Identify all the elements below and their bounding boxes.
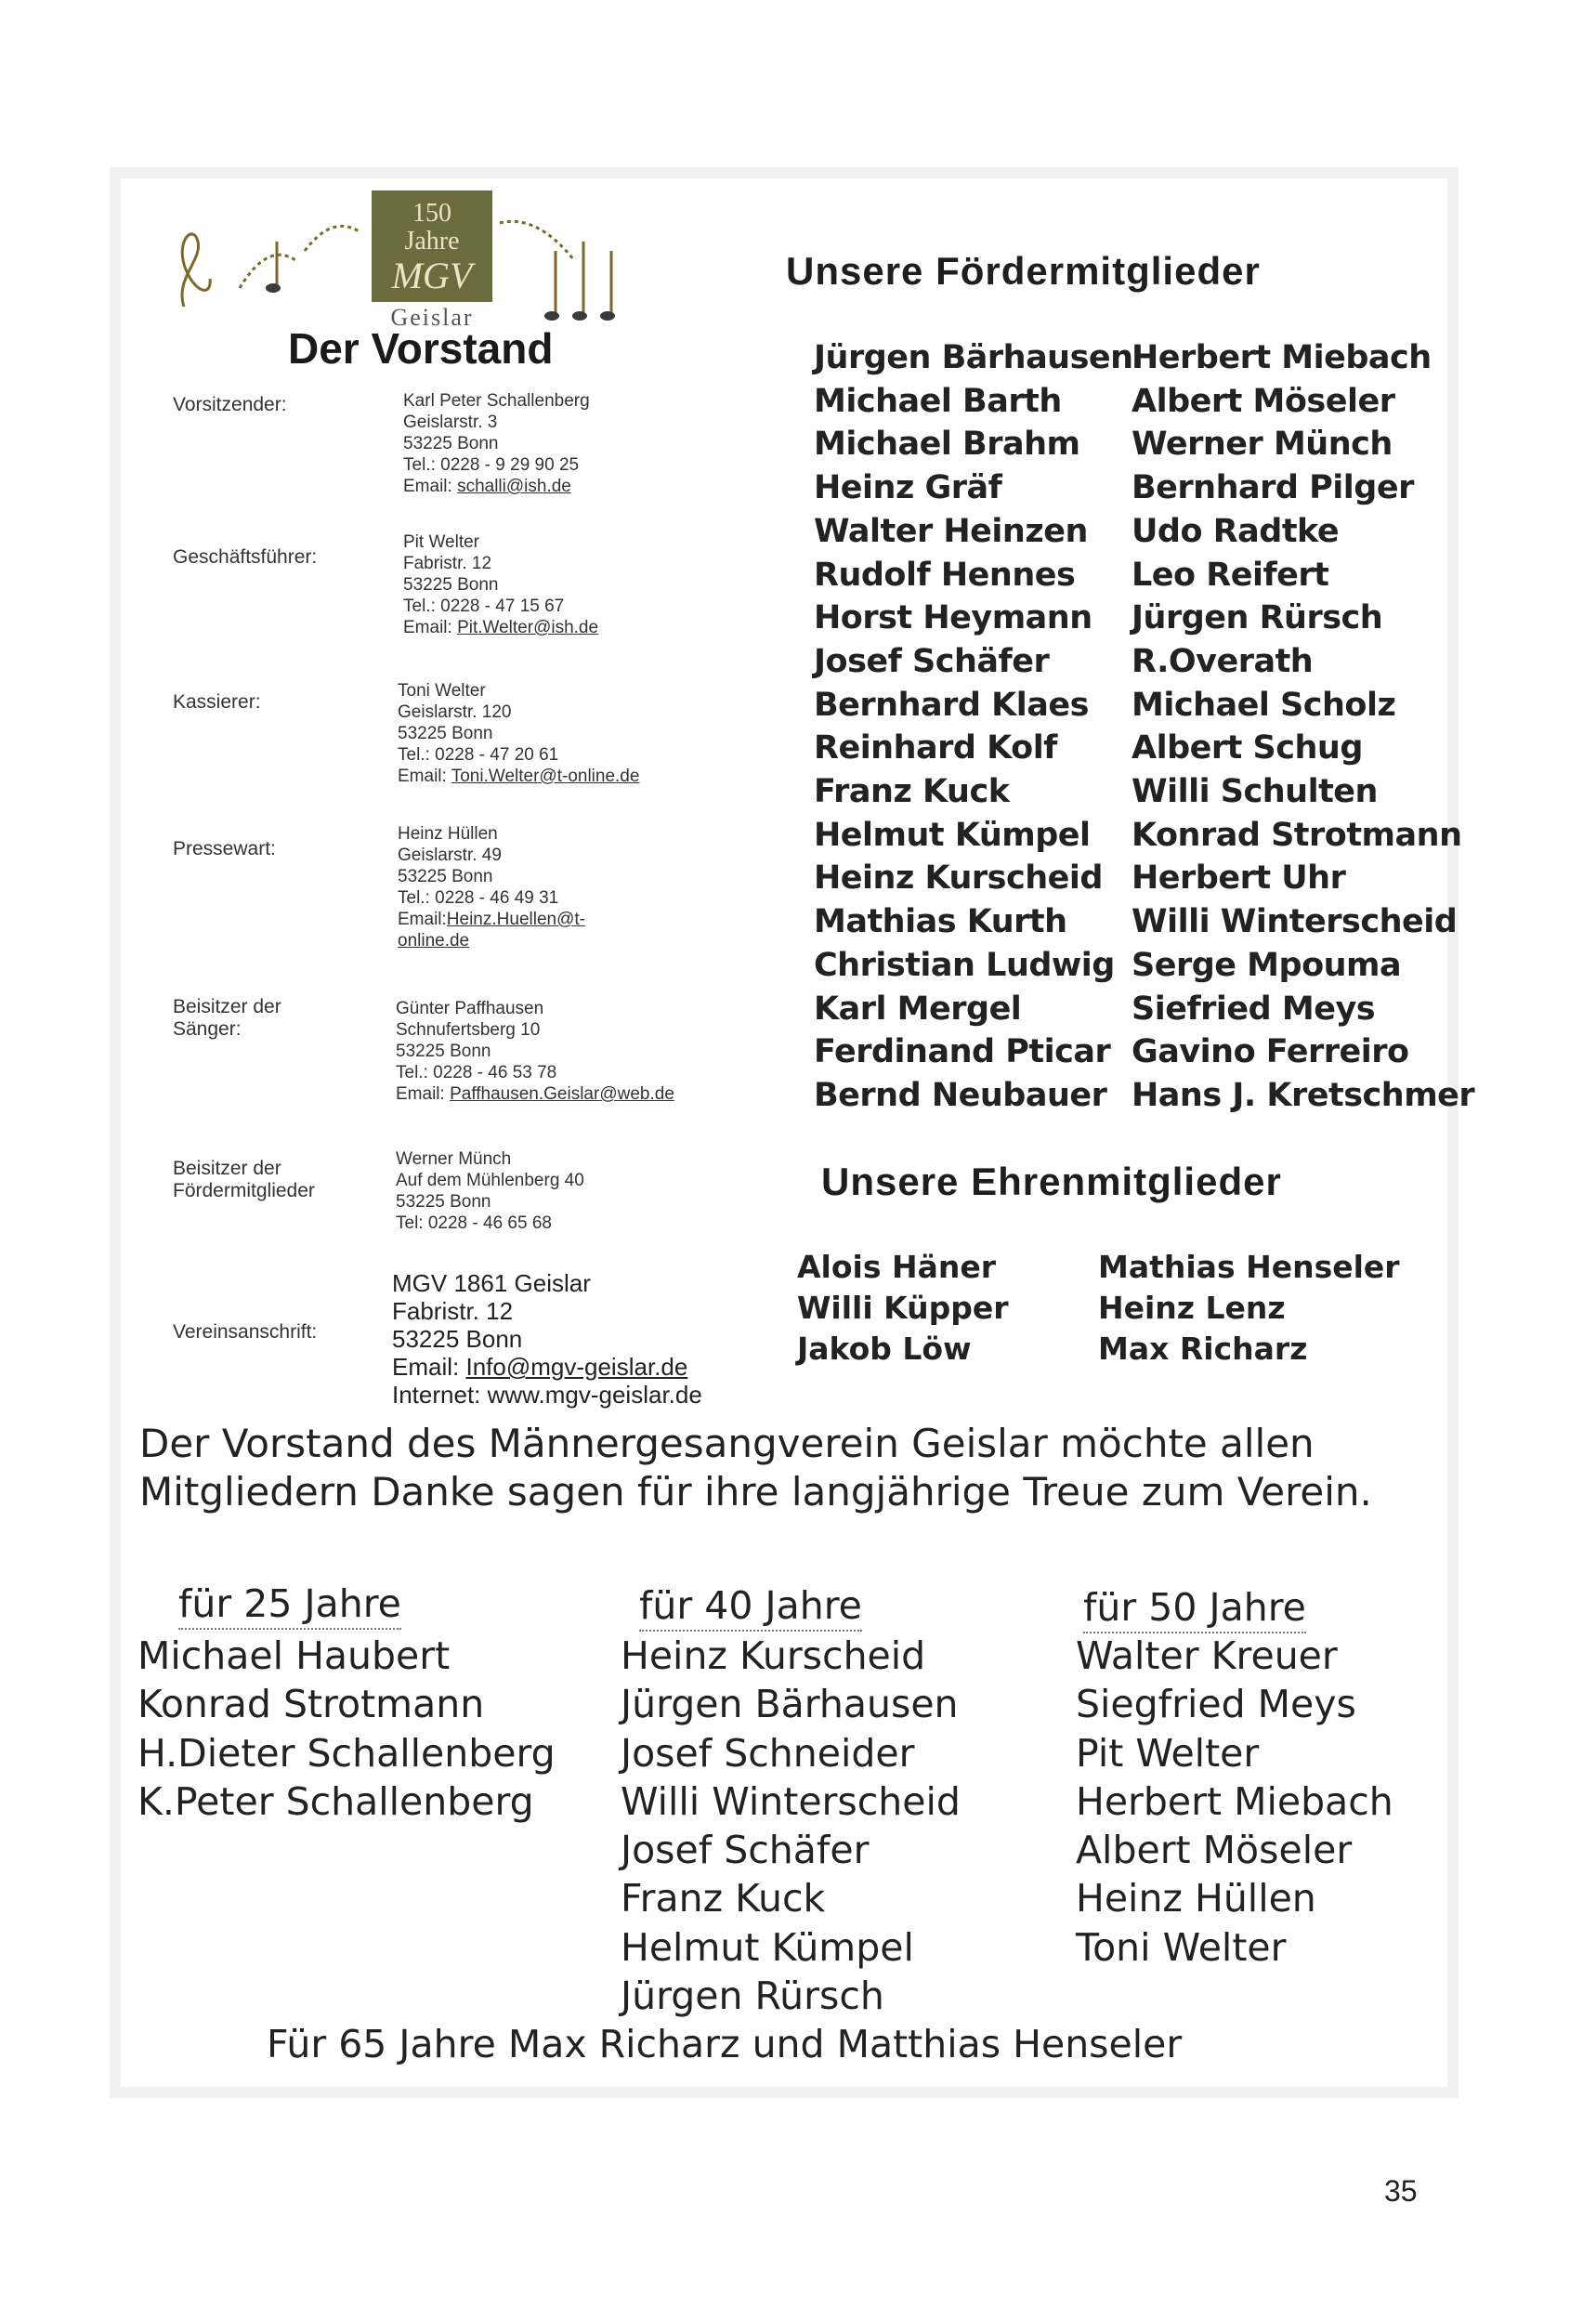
list-item: Jürgen Rürsch <box>1132 599 1383 637</box>
email-link[interactable]: Paffhausen.Geislar@web.de <box>450 1084 674 1104</box>
jubilar-list-50 <box>1076 1632 1393 1972</box>
list-item: Jürgen Bärhausen <box>814 339 1133 376</box>
list-item: Heinz Hüllen <box>1076 1876 1316 1921</box>
role-label: Kassierer: <box>173 691 261 713</box>
list-item: Michael Brahm <box>814 426 1080 464</box>
list-item: Konrad Strotmann <box>137 1682 485 1727</box>
list-item: Michael Scholz <box>1132 686 1396 724</box>
list-item: Heinz Kurscheid <box>814 859 1103 898</box>
list-item: Serge Mpouma <box>1132 946 1402 984</box>
list-item: Albert Schug <box>1132 729 1363 767</box>
logo-geislar: Geislar <box>390 304 474 331</box>
list-item: Josef Schneider <box>621 1730 915 1776</box>
list-item: Max Richarz <box>1098 1331 1308 1367</box>
ehren-col-1 <box>797 1247 1009 1370</box>
thanks-text: Der Vorstand des Männergesangverein Geislar möchte allen Mitgliedern Danke sagen für ihre langjährige Treue zum Verein. <box>139 1421 1372 1515</box>
email-link[interactable]: Info@mgv-geislar.de <box>465 1353 688 1381</box>
list-item: Willi Winterscheid <box>621 1778 961 1824</box>
list-item: Albert Möseler <box>1132 382 1395 420</box>
ehren-title: Unsere Ehrenmitglieder <box>821 1160 1282 1203</box>
list-item: Toni Welter <box>1076 1924 1287 1970</box>
list-item: Rudolf Hennes <box>814 556 1076 594</box>
vereinsanschrift-block: MGV 1861 Geislar Fabristr. 12 53225 Bonn Email: Info@mgv-geislar.de Internet: www.mgv-geislar.de <box>392 1269 702 1409</box>
list-item: Mathias Kurth <box>814 903 1067 941</box>
list-item: Heinz Gräf <box>814 469 1002 507</box>
list-item: Michael Barth <box>814 382 1062 420</box>
page-number: 35 <box>1384 2174 1418 2208</box>
jubilar-heading-40: für 40 Jahre <box>639 1583 862 1632</box>
list-item: Josef Schäfer <box>814 642 1050 680</box>
list-item: Helmut Kümpel <box>621 1924 914 1970</box>
vereinsanschrift-label: Vereinsanschrift: <box>173 1321 318 1343</box>
role-label: Beisitzer der Fördermitglieder <box>173 1158 315 1201</box>
list-item: Franz Kuck <box>814 773 1010 811</box>
list-item: Herbert Miebach <box>1076 1778 1393 1824</box>
jubilar-list-40 <box>621 1632 961 2020</box>
list-item: Willi Schulten <box>1132 773 1378 811</box>
logo-mgv: MGV <box>391 255 473 296</box>
address-block: Karl Peter Schallenberg Geislarstr. 3 53225 Bonn Tel.: 0228 - 9 29 90 25 Email: schalli@ish.de <box>403 391 590 496</box>
list-item: H.Dieter Schallenberg <box>137 1730 556 1776</box>
list-item: Heinz Kurscheid <box>621 1633 926 1678</box>
list-item: Walter Kreuer <box>1076 1633 1338 1678</box>
jubilar-heading-25: für 25 Jahre <box>178 1581 401 1630</box>
foerder-col-1 <box>814 336 1133 1118</box>
list-item: Bernhard Pilger <box>1132 469 1414 507</box>
ehren-col-2 <box>1098 1247 1400 1370</box>
list-item: Josef Schäfer <box>621 1828 870 1873</box>
role-label: Pressewart: <box>173 838 276 859</box>
address-block: Toni Welter Geislarstr. 120 53225 Bonn Tel.: 0228 - 47 20 61 Email: Toni.Welter@t-online.de <box>398 681 640 786</box>
list-item: Herbert Miebach <box>1132 339 1432 376</box>
list-item: Leo Reifert <box>1132 556 1329 594</box>
list-item: Alois Häner <box>797 1249 997 1285</box>
logo-jahre: Jahre <box>404 227 460 256</box>
list-item: Franz Kuck <box>621 1876 826 1921</box>
list-item: R.Overath <box>1132 642 1314 680</box>
list-item: Werner Münch <box>1132 426 1393 464</box>
email-link[interactable]: Heinz.Huellen@t- <box>446 910 585 929</box>
address-block: Werner Münch Auf dem Mühlenberg 40 53225 Bonn Tel: 0228 - 46 65 68 <box>396 1149 584 1233</box>
email-link[interactable]: schalli@ish.de <box>457 477 571 496</box>
list-item: Albert Möseler <box>1076 1828 1353 1873</box>
list-item: Mathias Henseler <box>1098 1249 1400 1285</box>
role-label: Beisitzer der Sänger: <box>173 996 281 1040</box>
vorstand-list <box>173 390 786 1412</box>
list-item: Jürgen Bärhausen <box>621 1682 959 1727</box>
list-item: Hans J. Kretschmer <box>1132 1076 1475 1114</box>
list-item: Udo Radtke <box>1132 512 1340 550</box>
email-link[interactable]: Toni.Welter@t-online.de <box>451 767 640 786</box>
address-block: Günter Paffhausen Schnufertsberg 10 53225 Bonn Tel.: 0228 - 46 53 78 Email: Paffhausen.Geislar@web.de <box>396 999 674 1104</box>
list-item: Walter Heinzen <box>814 512 1088 550</box>
internet-link[interactable]: Internet: www.mgv-geislar.de <box>392 1381 702 1409</box>
list-item: Siegfried Meys <box>1076 1682 1356 1727</box>
list-item: Jakob Löw <box>797 1331 972 1367</box>
role-label: Vorsitzender: <box>173 394 287 415</box>
list-item: Reinhard Kolf <box>814 729 1057 767</box>
list-item: Christian Ludwig <box>814 946 1115 984</box>
email-link-continued[interactable]: online.de <box>398 931 470 951</box>
list-item: Siefried Meys <box>1132 990 1376 1028</box>
jubilar-heading-50: für 50 Jahre <box>1083 1585 1306 1633</box>
vorstand-title: Der Vorstand <box>288 324 554 373</box>
list-item: Bernd Neubauer <box>814 1076 1107 1114</box>
logo-year: 150 <box>412 199 451 228</box>
list-item: Konrad Strotmann <box>1132 816 1462 854</box>
list-item: Heinz Lenz <box>1098 1290 1286 1326</box>
jubilar-list-25 <box>137 1632 556 1826</box>
foerder-col-2 <box>1132 336 1474 1118</box>
list-item: Pit Welter <box>1076 1730 1260 1776</box>
list-item: Herbert Uhr <box>1132 859 1346 898</box>
mgv-logo <box>165 186 723 334</box>
list-item: Willi Winterscheid <box>1132 903 1458 941</box>
list-item: Karl Mergel <box>814 990 1022 1028</box>
role-label: Geschäftsführer: <box>173 546 318 568</box>
address-block: Heinz Hüllen Geislarstr. 49 53225 Bonn Tel.: 0228 - 46 49 31 Email:Heinz.Huellen@t- online.de <box>398 824 585 951</box>
list-item: Michael Haubert <box>137 1633 451 1678</box>
list-item: Bernhard Klaes <box>814 686 1089 724</box>
list-item: Ferdinand Pticar <box>814 1033 1111 1071</box>
foerder-title: Unsere Fördermitglieder <box>786 249 1261 293</box>
list-item: K.Peter Schallenberg <box>137 1778 534 1824</box>
list-item: Gavino Ferreiro <box>1132 1033 1409 1071</box>
list-item: Jürgen Rürsch <box>621 1974 884 2019</box>
address-block: Pit Welter Fabristr. 12 53225 Bonn Tel.: 0228 - 47 15 67 Email: Pit.Welter@ish.de <box>403 532 599 637</box>
email-link[interactable]: Pit.Welter@ish.de <box>457 618 599 637</box>
list-item: Willi Küpper <box>797 1290 1009 1326</box>
list-item: Horst Heymann <box>814 599 1092 637</box>
list-item: Helmut Kümpel <box>814 816 1091 854</box>
final-line: Für 65 Jahre Max Richarz und Matthias Henseler <box>267 2022 1183 2066</box>
